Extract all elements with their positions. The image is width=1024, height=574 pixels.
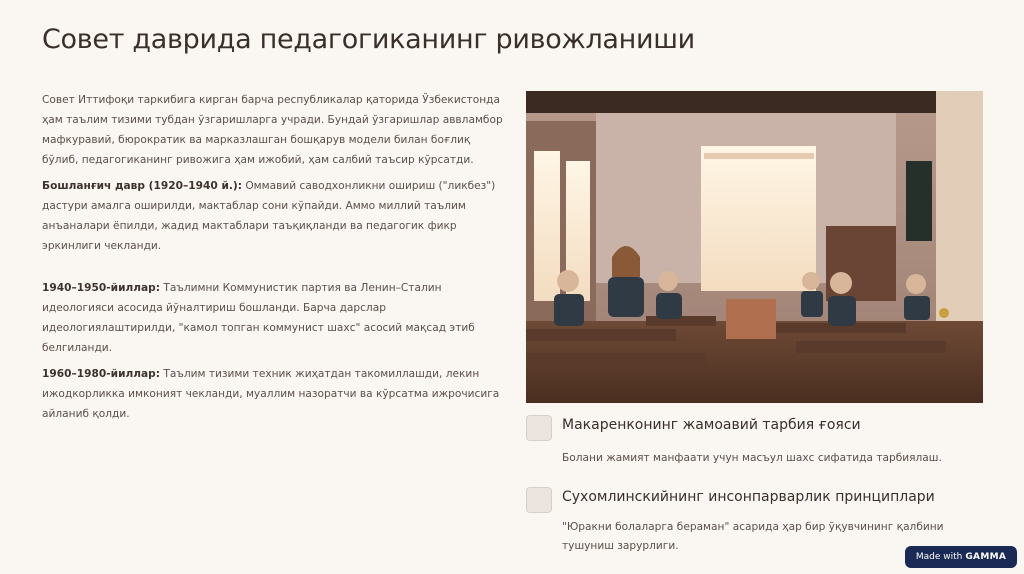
classroom-photo xyxy=(526,91,983,403)
intro-paragraph: Совет Иттифоқи таркибига кирган барча республикалар қаторида Ўзбекистонда ҳам таълим тизими тубдан ўзгаришларга учради. Бундай ўзгаришлар аввламбор мафкуравий, бюрократик ва марказлашган бошқарув модели билан боғлиқ бўлиб, педагогиканинг ривожига ҳам ижобий, ҳам салбий таъсир кўрсатди. xyxy=(42,94,503,166)
feature-text-2: "Юракни болаларга бераман" асарида ҳар бир ўқувчининг қалбини тушуниш зарурлиги. xyxy=(562,521,944,552)
period-label-1: Бошланғич давр (1920–1940 й.): xyxy=(42,180,242,192)
period-text-2: Таълимни Коммунистик партия ва Ленин–Сталин идеологияси асосида йўналтириш бошланди. Барча дарслар идеологиялаштирилди, "камол топган коммунист шахс" асосий мақсад этиб белгиланди. xyxy=(42,282,475,354)
period-text-3: Таълим тизими техник жиҳатдан такомиллашди, лекин ижодкорликка имконият чекланди, муаллим назоратчи ва кўрсатма ижрочисига айланиб қолди. xyxy=(42,368,500,420)
feature-title-2: Сухомлинскийнинг инсонпарварлик принциплари xyxy=(562,489,935,505)
made-with-gamma-badge[interactable] xyxy=(905,546,1017,568)
page-title: Совет даврида педагогиканинг ривожланиши xyxy=(42,24,695,55)
period-paragraph-1 xyxy=(42,176,504,256)
feature-checkbox-icon xyxy=(526,415,552,441)
period-label-2: 1940–1950-йиллар: xyxy=(42,282,160,294)
badge-prefix: Made with xyxy=(915,552,963,562)
period-text-1: Оммавий саводхонликни ошириш ("ликбез") дастури амалга оширилди, мактаблар сони кўпайди. Аммо миллий таълим анъаналари ёпилди, жадид мактаблари таъқиқланди ва педагогик фикр эркинлиги чекланди. xyxy=(42,180,496,252)
feature-text-1: Болани жамият манфаати учун масъул шахс сифатида тарбиялаш. xyxy=(562,452,942,464)
text-column xyxy=(42,90,504,424)
period-paragraph-3 xyxy=(42,364,504,424)
period-label-3: 1960–1980-йиллар: xyxy=(42,368,160,380)
feature-checkbox-icon xyxy=(526,487,552,513)
period-paragraph-2 xyxy=(42,278,504,358)
gamma-logo: GAMMA xyxy=(965,552,1007,562)
feature-title-1: Макаренконинг жамоавий тарбия ғояси xyxy=(562,417,861,433)
classroom-illustration xyxy=(526,91,983,403)
